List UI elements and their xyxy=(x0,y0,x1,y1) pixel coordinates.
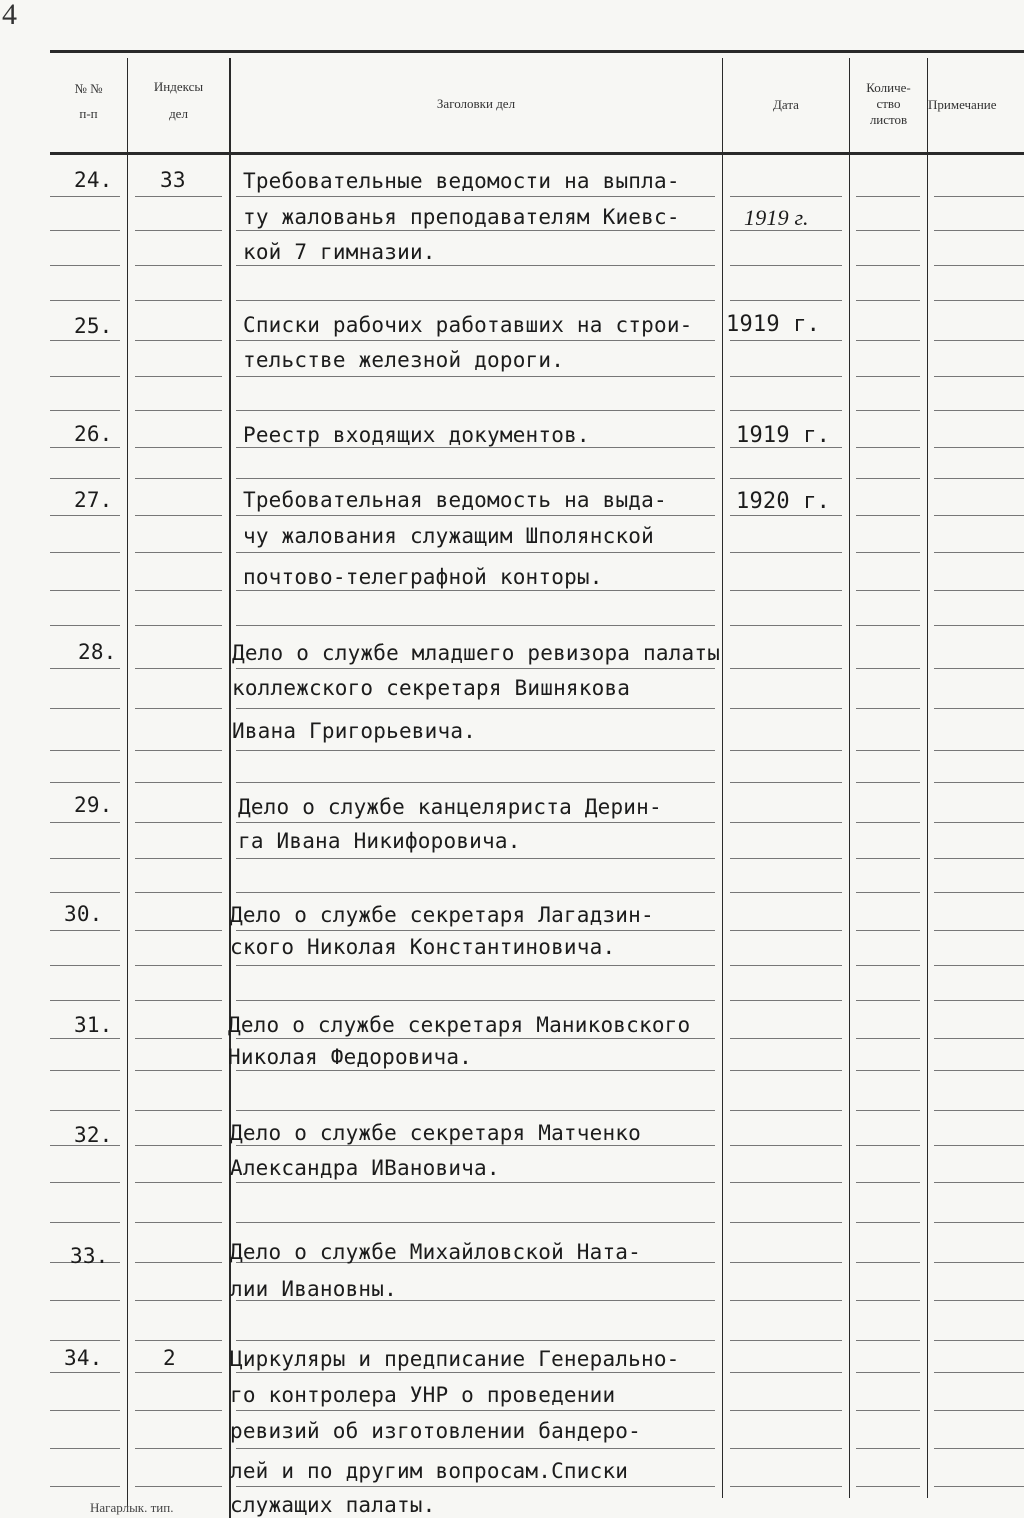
ruled-line xyxy=(856,478,920,479)
ruled-line xyxy=(50,1410,120,1411)
header-title: Заголовки дел xyxy=(436,96,516,111)
ruled-line xyxy=(730,1486,842,1487)
ruled-line xyxy=(934,515,1024,516)
ruled-line xyxy=(50,930,120,931)
ruled-line xyxy=(856,410,920,411)
ruled-line xyxy=(856,1486,920,1487)
ruled-line xyxy=(934,552,1024,553)
ruled-line xyxy=(730,1182,842,1183)
printer-imprint: Нагарлык. тип. xyxy=(90,1500,174,1515)
ruled-line xyxy=(236,552,715,553)
ruled-line xyxy=(135,230,222,231)
ruled-line xyxy=(50,447,120,448)
ruled-line xyxy=(135,340,222,341)
ruled-line xyxy=(856,196,920,197)
row-title-line: тельстве железной дороги. xyxy=(243,348,565,372)
ruled-line xyxy=(135,1110,222,1111)
ruled-line xyxy=(135,1222,222,1223)
row-number: 31. xyxy=(74,1013,113,1037)
ruled-line xyxy=(236,515,715,516)
ruled-line xyxy=(856,1222,920,1223)
ruled-line xyxy=(236,625,715,626)
ruled-line xyxy=(50,1182,120,1183)
ruled-line xyxy=(934,340,1024,341)
row-title-line: Николая Федоровича. xyxy=(228,1045,473,1069)
ruled-line xyxy=(135,822,222,823)
row-title-line: Реестр входящих документов. xyxy=(243,423,590,447)
ruled-line xyxy=(730,625,842,626)
row-date: 1919 г. xyxy=(726,312,821,337)
row-date: 1920 г. xyxy=(736,489,831,514)
ruled-line xyxy=(50,376,120,377)
ruled-line xyxy=(934,1145,1024,1146)
table-header-rule xyxy=(50,152,1024,155)
ruled-line xyxy=(730,590,842,591)
ruled-line xyxy=(50,1340,120,1341)
ruled-line xyxy=(236,590,715,591)
ruled-line xyxy=(236,708,715,709)
ruled-line xyxy=(856,1448,920,1449)
ruled-line xyxy=(236,1222,715,1223)
ruled-line xyxy=(135,750,222,751)
row-number: 34. xyxy=(64,1346,103,1370)
ruled-line xyxy=(50,478,120,479)
ruled-line xyxy=(236,858,715,859)
ruled-line xyxy=(934,930,1024,931)
ruled-line xyxy=(856,265,920,266)
ruled-line xyxy=(856,515,920,516)
ruled-line xyxy=(236,1110,715,1111)
ruled-line xyxy=(934,1070,1024,1071)
ruled-line xyxy=(135,300,222,301)
row-index: 33 xyxy=(160,168,186,192)
row-number: 26. xyxy=(74,422,113,446)
ruled-line xyxy=(856,892,920,893)
ruled-line xyxy=(135,1300,222,1301)
ruled-line xyxy=(236,822,715,823)
ruled-line xyxy=(934,708,1024,709)
row-title-line: Ивана Григорьевича. xyxy=(232,719,477,743)
ruled-line xyxy=(934,230,1024,231)
ruled-line xyxy=(50,782,120,783)
ruled-line xyxy=(135,515,222,516)
ruled-line xyxy=(135,1182,222,1183)
ruled-line xyxy=(856,1410,920,1411)
ruled-line xyxy=(50,340,120,341)
ruled-line xyxy=(730,1038,842,1039)
ruled-line xyxy=(135,1340,222,1341)
ruled-line xyxy=(135,1000,222,1001)
ruled-line xyxy=(856,1070,920,1071)
row-title-line: Дело о службе секретаря Маниковского xyxy=(228,1013,691,1037)
ruled-line xyxy=(856,230,920,231)
ruled-line xyxy=(236,1340,715,1341)
ruled-line xyxy=(934,750,1024,751)
ruled-line xyxy=(856,1372,920,1373)
ruled-line xyxy=(730,1448,842,1449)
ruled-line xyxy=(50,892,120,893)
ruled-line xyxy=(934,965,1024,966)
ruled-line xyxy=(135,625,222,626)
ruled-line xyxy=(856,340,920,341)
row-index: 2 xyxy=(163,1346,176,1370)
ruled-line xyxy=(730,1110,842,1111)
ruled-line xyxy=(50,668,120,669)
ruled-line xyxy=(236,1145,715,1146)
ruled-line xyxy=(135,590,222,591)
ruled-line xyxy=(135,1145,222,1146)
ruled-line xyxy=(50,265,120,266)
ruled-line xyxy=(135,552,222,553)
ruled-line xyxy=(730,1222,842,1223)
ruled-line xyxy=(934,668,1024,669)
ruled-line xyxy=(934,447,1024,448)
ruled-line xyxy=(50,1000,120,1001)
column-separator xyxy=(722,58,723,1498)
ruled-line xyxy=(856,930,920,931)
ruled-line xyxy=(934,1372,1024,1373)
ruled-line xyxy=(135,376,222,377)
ruled-line xyxy=(135,1372,222,1373)
ruled-line xyxy=(236,1182,715,1183)
ruled-line xyxy=(730,1340,842,1341)
row-title-line: чу жалования служащим Шполянской xyxy=(243,524,654,548)
ruled-line xyxy=(934,1448,1024,1449)
ruled-line xyxy=(135,858,222,859)
ruled-line xyxy=(236,1372,715,1373)
ruled-line xyxy=(856,708,920,709)
row-title-line: почтово-телеграфной конторы. xyxy=(243,565,603,589)
row-date: 1919 г. xyxy=(744,205,809,230)
ruled-line xyxy=(236,376,715,377)
ruled-line xyxy=(856,300,920,301)
ruled-line xyxy=(236,750,715,751)
ruled-line xyxy=(856,822,920,823)
row-title-line: ского Николая Константиновича. xyxy=(230,935,616,959)
row-title-line: Дело о службе секретаря Матченко xyxy=(230,1121,641,1145)
ruled-line xyxy=(730,410,842,411)
ruled-line xyxy=(50,1110,120,1111)
ruled-line xyxy=(135,447,222,448)
ruled-line xyxy=(856,1182,920,1183)
ruled-line xyxy=(934,196,1024,197)
ruled-line xyxy=(236,782,715,783)
ruled-line xyxy=(50,1070,120,1071)
ruled-line xyxy=(236,1410,715,1411)
ruled-line xyxy=(856,858,920,859)
row-title-line: Александра ИВановича. xyxy=(230,1156,500,1180)
ruled-line xyxy=(135,196,222,197)
ruled-line xyxy=(236,892,715,893)
ruled-line xyxy=(236,410,715,411)
ruled-line xyxy=(934,1262,1024,1263)
ruled-line xyxy=(50,1222,120,1223)
ruled-line xyxy=(135,708,222,709)
row-number: 30. xyxy=(64,902,103,926)
ruled-line xyxy=(856,1340,920,1341)
ruled-line xyxy=(50,965,120,966)
row-title-line: Дело о службе канцеляриста Дерин- xyxy=(238,795,662,819)
ruled-line xyxy=(934,1340,1024,1341)
header-index: Индексы дел xyxy=(153,79,204,121)
ruled-line xyxy=(236,930,715,931)
ruled-line xyxy=(236,340,715,341)
ruled-line xyxy=(934,822,1024,823)
ruled-line xyxy=(934,625,1024,626)
ruled-line xyxy=(50,300,120,301)
ruled-line xyxy=(236,1448,715,1449)
ruled-line xyxy=(934,1110,1024,1111)
ruled-line xyxy=(730,930,842,931)
ruled-line xyxy=(730,1145,842,1146)
ruled-line xyxy=(730,340,842,341)
ruled-line xyxy=(135,668,222,669)
ruled-line xyxy=(730,376,842,377)
header-number: № № п-п xyxy=(74,81,103,121)
row-date: 1919 г. xyxy=(736,423,831,448)
ruled-line xyxy=(934,1000,1024,1001)
ruled-line xyxy=(730,782,842,783)
ruled-line xyxy=(934,1182,1024,1183)
table-top-rule xyxy=(50,50,1024,53)
ruled-line xyxy=(934,478,1024,479)
column-separator xyxy=(849,58,850,1498)
ruled-line xyxy=(934,1300,1024,1301)
ruled-line xyxy=(730,668,842,669)
ruled-line xyxy=(236,447,715,448)
page-number-mark: 4 xyxy=(2,0,17,31)
ruled-line xyxy=(934,376,1024,377)
header-sheets: Количе- ство листов xyxy=(866,80,911,127)
ruled-line xyxy=(934,410,1024,411)
ruled-line xyxy=(50,590,120,591)
column-separator xyxy=(927,58,928,1498)
row-title-line: Списки рабочих работавших на строи- xyxy=(243,313,693,337)
ruled-line xyxy=(730,708,842,709)
row-number: 25. xyxy=(74,314,113,338)
ruled-line xyxy=(730,1372,842,1373)
ruled-line xyxy=(135,1262,222,1263)
row-title-line: га Ивана Никифоровича. xyxy=(238,829,521,853)
ruled-line xyxy=(236,1486,715,1487)
ruled-line xyxy=(135,930,222,931)
ruled-line xyxy=(730,892,842,893)
row-title-line: ту жалованья преподавателям Киевс- xyxy=(243,205,680,229)
ruled-line xyxy=(236,1070,715,1071)
row-title-line: служащих палаты. xyxy=(230,1493,436,1517)
ruled-line xyxy=(236,196,715,197)
ruled-line xyxy=(730,965,842,966)
ruled-line xyxy=(856,1038,920,1039)
ruled-line xyxy=(856,447,920,448)
row-title-line: коллежского секретаря Вишнякова xyxy=(232,676,631,700)
ruled-line xyxy=(856,782,920,783)
ruled-line xyxy=(135,1486,222,1487)
ruled-line xyxy=(236,668,715,669)
ruled-line xyxy=(934,858,1024,859)
ruled-line xyxy=(135,1038,222,1039)
ruled-line xyxy=(856,590,920,591)
ruled-line xyxy=(135,1070,222,1071)
ruled-line xyxy=(856,376,920,377)
header-date: Дата xyxy=(773,97,799,112)
ruled-line xyxy=(50,515,120,516)
row-title-line: Дело о службе младшего ревизора палаты xyxy=(232,641,721,665)
ruled-line xyxy=(856,965,920,966)
ruled-line xyxy=(934,300,1024,301)
ruled-line xyxy=(236,478,715,479)
ruled-line xyxy=(730,196,842,197)
ruled-line xyxy=(236,965,715,966)
ruled-line xyxy=(730,1300,842,1301)
row-number: 27. xyxy=(74,488,113,512)
ruled-line xyxy=(50,625,120,626)
row-number: 28. xyxy=(78,640,117,664)
ruled-line xyxy=(730,1000,842,1001)
ruled-line xyxy=(135,265,222,266)
row-title-line: ревизий об изготовлении бандеро- xyxy=(230,1419,641,1443)
row-number: 29. xyxy=(74,793,113,817)
ruled-line xyxy=(934,590,1024,591)
ruled-line xyxy=(50,1300,120,1301)
ruled-line xyxy=(236,265,715,266)
ruled-line xyxy=(50,1372,120,1373)
ruled-line xyxy=(730,552,842,553)
ruled-line xyxy=(934,1486,1024,1487)
ruled-line xyxy=(730,1070,842,1071)
ruled-line xyxy=(135,410,222,411)
ruled-line xyxy=(934,265,1024,266)
ruled-line xyxy=(934,782,1024,783)
ruled-line xyxy=(856,668,920,669)
row-number: 33. xyxy=(70,1244,109,1268)
ruled-line xyxy=(730,1262,842,1263)
ruled-line xyxy=(934,892,1024,893)
ruled-line xyxy=(730,478,842,479)
ruled-line xyxy=(50,858,120,859)
ruled-line xyxy=(856,750,920,751)
ruled-line xyxy=(236,230,715,231)
ruled-line xyxy=(50,750,120,751)
ruled-line xyxy=(856,1110,920,1111)
row-title-line: кой 7 гимназии. xyxy=(243,240,436,264)
row-title-line: го контролера УНР о проведении xyxy=(230,1383,616,1407)
ruled-line xyxy=(730,1410,842,1411)
ruled-line xyxy=(730,265,842,266)
ruled-line xyxy=(50,552,120,553)
ruled-line xyxy=(730,750,842,751)
ruled-line xyxy=(135,965,222,966)
ruled-line xyxy=(50,230,120,231)
ruled-line xyxy=(934,1038,1024,1039)
ruled-line xyxy=(135,1410,222,1411)
ruled-line xyxy=(135,782,222,783)
ruled-line xyxy=(856,1300,920,1301)
row-title-line: Требовательные ведомости на выпла- xyxy=(243,169,680,193)
ruled-line xyxy=(730,822,842,823)
ruled-line xyxy=(856,625,920,626)
ruled-line xyxy=(730,858,842,859)
ruled-line xyxy=(50,822,120,823)
row-title-line: Дело о службе Михайловской Ната- xyxy=(230,1240,641,1264)
ruled-line xyxy=(135,478,222,479)
ruled-line xyxy=(934,1222,1024,1223)
row-number: 24. xyxy=(74,168,113,192)
ruled-line xyxy=(856,1262,920,1263)
ruled-line xyxy=(730,515,842,516)
row-title-line: Дело о службе секретаря Лагадзин- xyxy=(230,903,654,927)
ruled-line xyxy=(856,1145,920,1146)
ruled-line xyxy=(50,1038,120,1039)
ruled-line xyxy=(50,196,120,197)
ruled-line xyxy=(135,892,222,893)
ruled-line xyxy=(135,1448,222,1449)
ruled-line xyxy=(236,1038,715,1039)
ruled-line xyxy=(934,1410,1024,1411)
header-note: Примечание xyxy=(928,97,997,112)
ruled-line xyxy=(50,708,120,709)
ruled-line xyxy=(236,1000,715,1001)
ruled-line xyxy=(50,1448,120,1449)
ruled-line xyxy=(236,300,715,301)
ruled-line xyxy=(50,410,120,411)
ruled-line xyxy=(730,300,842,301)
ruled-line xyxy=(856,552,920,553)
row-title-line: лей и по другим вопросам.Списки xyxy=(230,1459,629,1483)
row-number: 32. xyxy=(74,1123,113,1147)
ruled-line xyxy=(50,1486,120,1487)
row-title-line: лии Ивановны. xyxy=(230,1277,397,1301)
row-title-line: Циркуляры и предписание Генерально- xyxy=(230,1347,680,1371)
column-separator xyxy=(127,58,128,1508)
row-title-line: Требовательная ведомость на выда- xyxy=(243,488,667,512)
ruled-line xyxy=(856,1000,920,1001)
